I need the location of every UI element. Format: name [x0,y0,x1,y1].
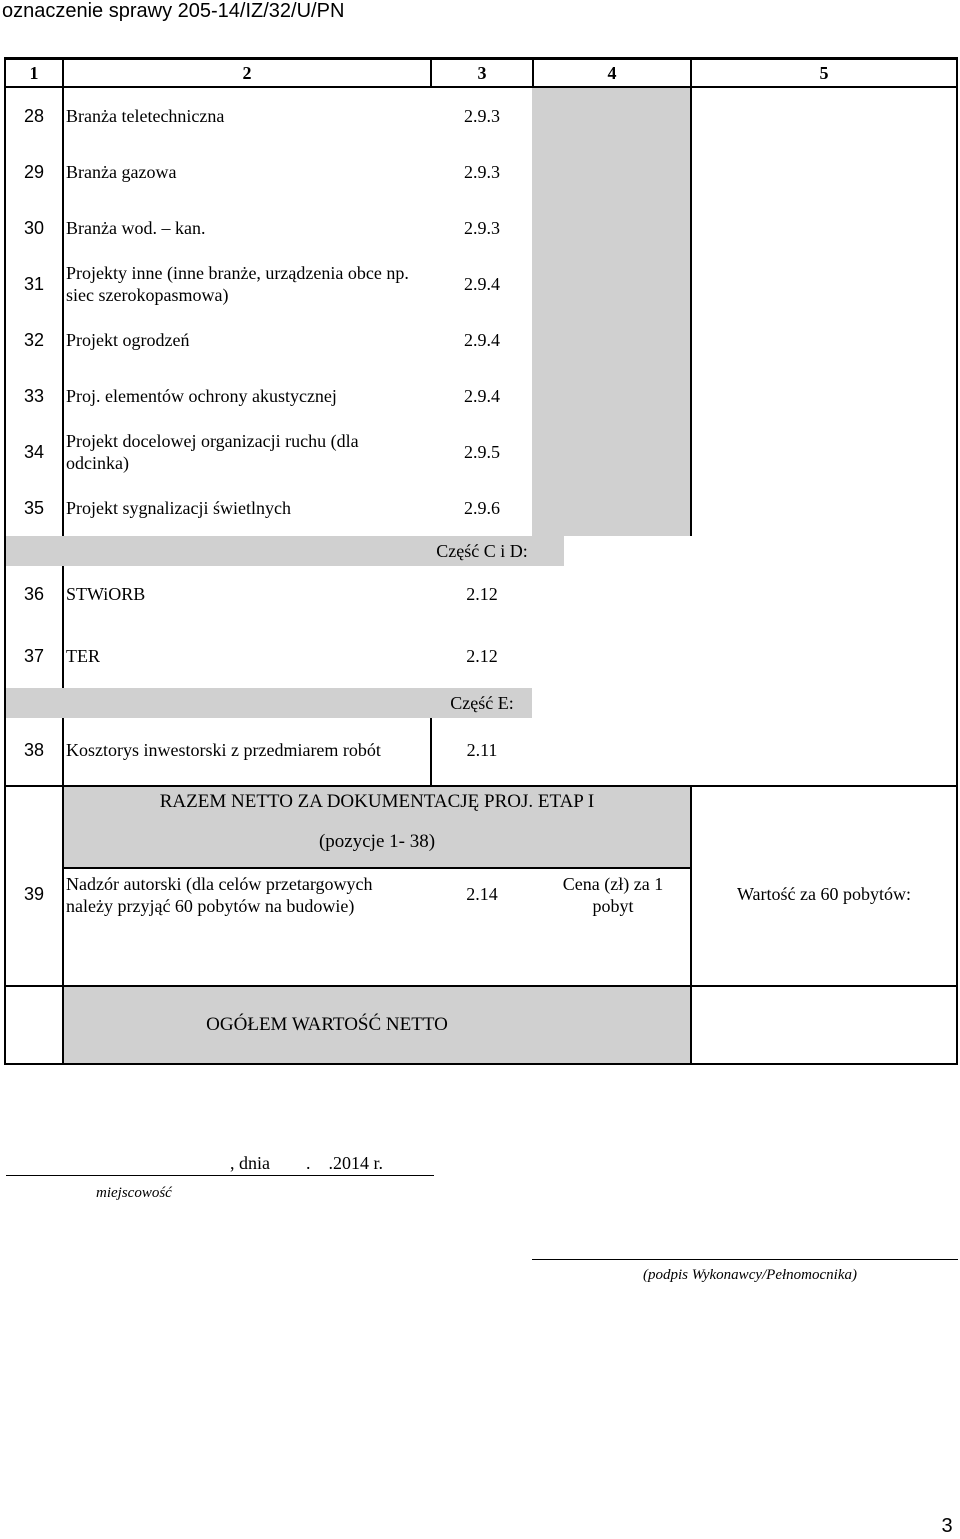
row-name: Projekt docelowej organizacji ruchu (dla odcinka) [66,430,359,473]
row-ref: 2.11 [466,739,498,760]
total-subtitle: (pozycje 1- 38) [318,831,436,853]
row-name: Branża gazowa [66,161,177,182]
body-col-line-4 [690,88,692,536]
total-col-line-4 [690,786,692,1065]
price-per-visit-label: Cena (zł) za 1 pobyt [562,873,664,916]
row-nr: 28 [23,105,45,126]
place-date-underline [6,1175,434,1176]
row-name: Branża wod. – kan. [66,217,206,238]
total-top-line [4,785,958,787]
row-nr: 38 [23,739,45,760]
row-name: Proj. elementów ochrony akustycznej [66,385,337,406]
row-ref: 2.9.3 [464,161,500,182]
row-ref: 2.14 [466,883,498,904]
header-bottom-line [4,86,958,88]
row-name: STWiORB [66,583,146,604]
row-ref: 2.12 [466,645,498,666]
row-name: TER [66,645,100,666]
case-reference: oznaczenie sprawy 205-14/IZ/32/U/PN [2,0,345,22]
value-60-visits-label: Wartość za 60 pobytów: [736,883,911,904]
row-ref: 2.12 [466,583,498,604]
table-left-border [4,57,6,1065]
row-name: Projekty inne (inne branże, urządzenia obce np. siec szerokopasmowa) [66,262,409,305]
row39-top-line [62,867,692,869]
e-col-line-1 [62,718,64,786]
row-ref: 2.9.3 [464,105,500,126]
table-bottom-line [4,1063,958,1065]
row-nr: 30 [23,217,45,238]
col-header-2: 2 [242,62,252,83]
total-title: RAZEM NETTO ZA DOKUMENTACJĘ PROJ. ETAP I [159,791,595,813]
row-nr: 35 [23,497,45,518]
row-name: Kosztorys inwestorski z przedmiarem robót [66,739,381,760]
col-header-1: 1 [29,62,39,83]
signature-underline [532,1259,958,1260]
row-ref: 2.9.4 [464,273,500,294]
grand-top-line [4,985,958,987]
shade-col4 [532,88,690,536]
grand-total-title: OGÓŁEM WARTOŚĆ NETTO [206,1014,448,1036]
row-nr: 31 [23,273,45,294]
row-name: Projekt ogrodzeń [66,329,190,350]
col-header-3: 3 [477,62,487,83]
page-number: 3 [941,1514,953,1537]
col-header-4: 4 [607,62,617,83]
body-col-line-1 [62,88,64,536]
row-nr: 32 [23,329,45,350]
row-ref: 2.9.5 [464,441,500,462]
section-cd-title: Część C i D: [436,540,528,561]
date-line-text: , dnia . .2014 r. [230,1152,383,1173]
row-nr: 29 [23,161,45,182]
table-right-border [956,57,958,1065]
row-nr: 34 [23,441,45,462]
row-nr: 39 [23,883,45,904]
row-name: Branża teletechniczna [66,105,225,126]
section-e-title: Część E: [450,692,514,713]
row-name: Projekt sygnalizacji świetlnych [66,497,291,518]
col-header-5: 5 [819,62,829,83]
row-ref: 2.9.4 [464,329,500,350]
row-nr: 33 [23,385,45,406]
row-ref: 2.9.3 [464,217,500,238]
row-ref: 2.9.4 [464,385,500,406]
cd-col-line-1 [62,566,64,688]
row-nr: 36 [23,583,45,604]
row-nr: 37 [23,645,45,666]
row-ref: 2.9.6 [464,497,500,518]
row-name: Nadzór autorski (dla celów przetargowych należy przyjąć 60 pobytów na budowie) [66,873,373,916]
signer-caption: (podpis Wykonawcy/Pełnomocnika) [643,1266,857,1283]
place-caption: miejscowość [96,1184,172,1201]
